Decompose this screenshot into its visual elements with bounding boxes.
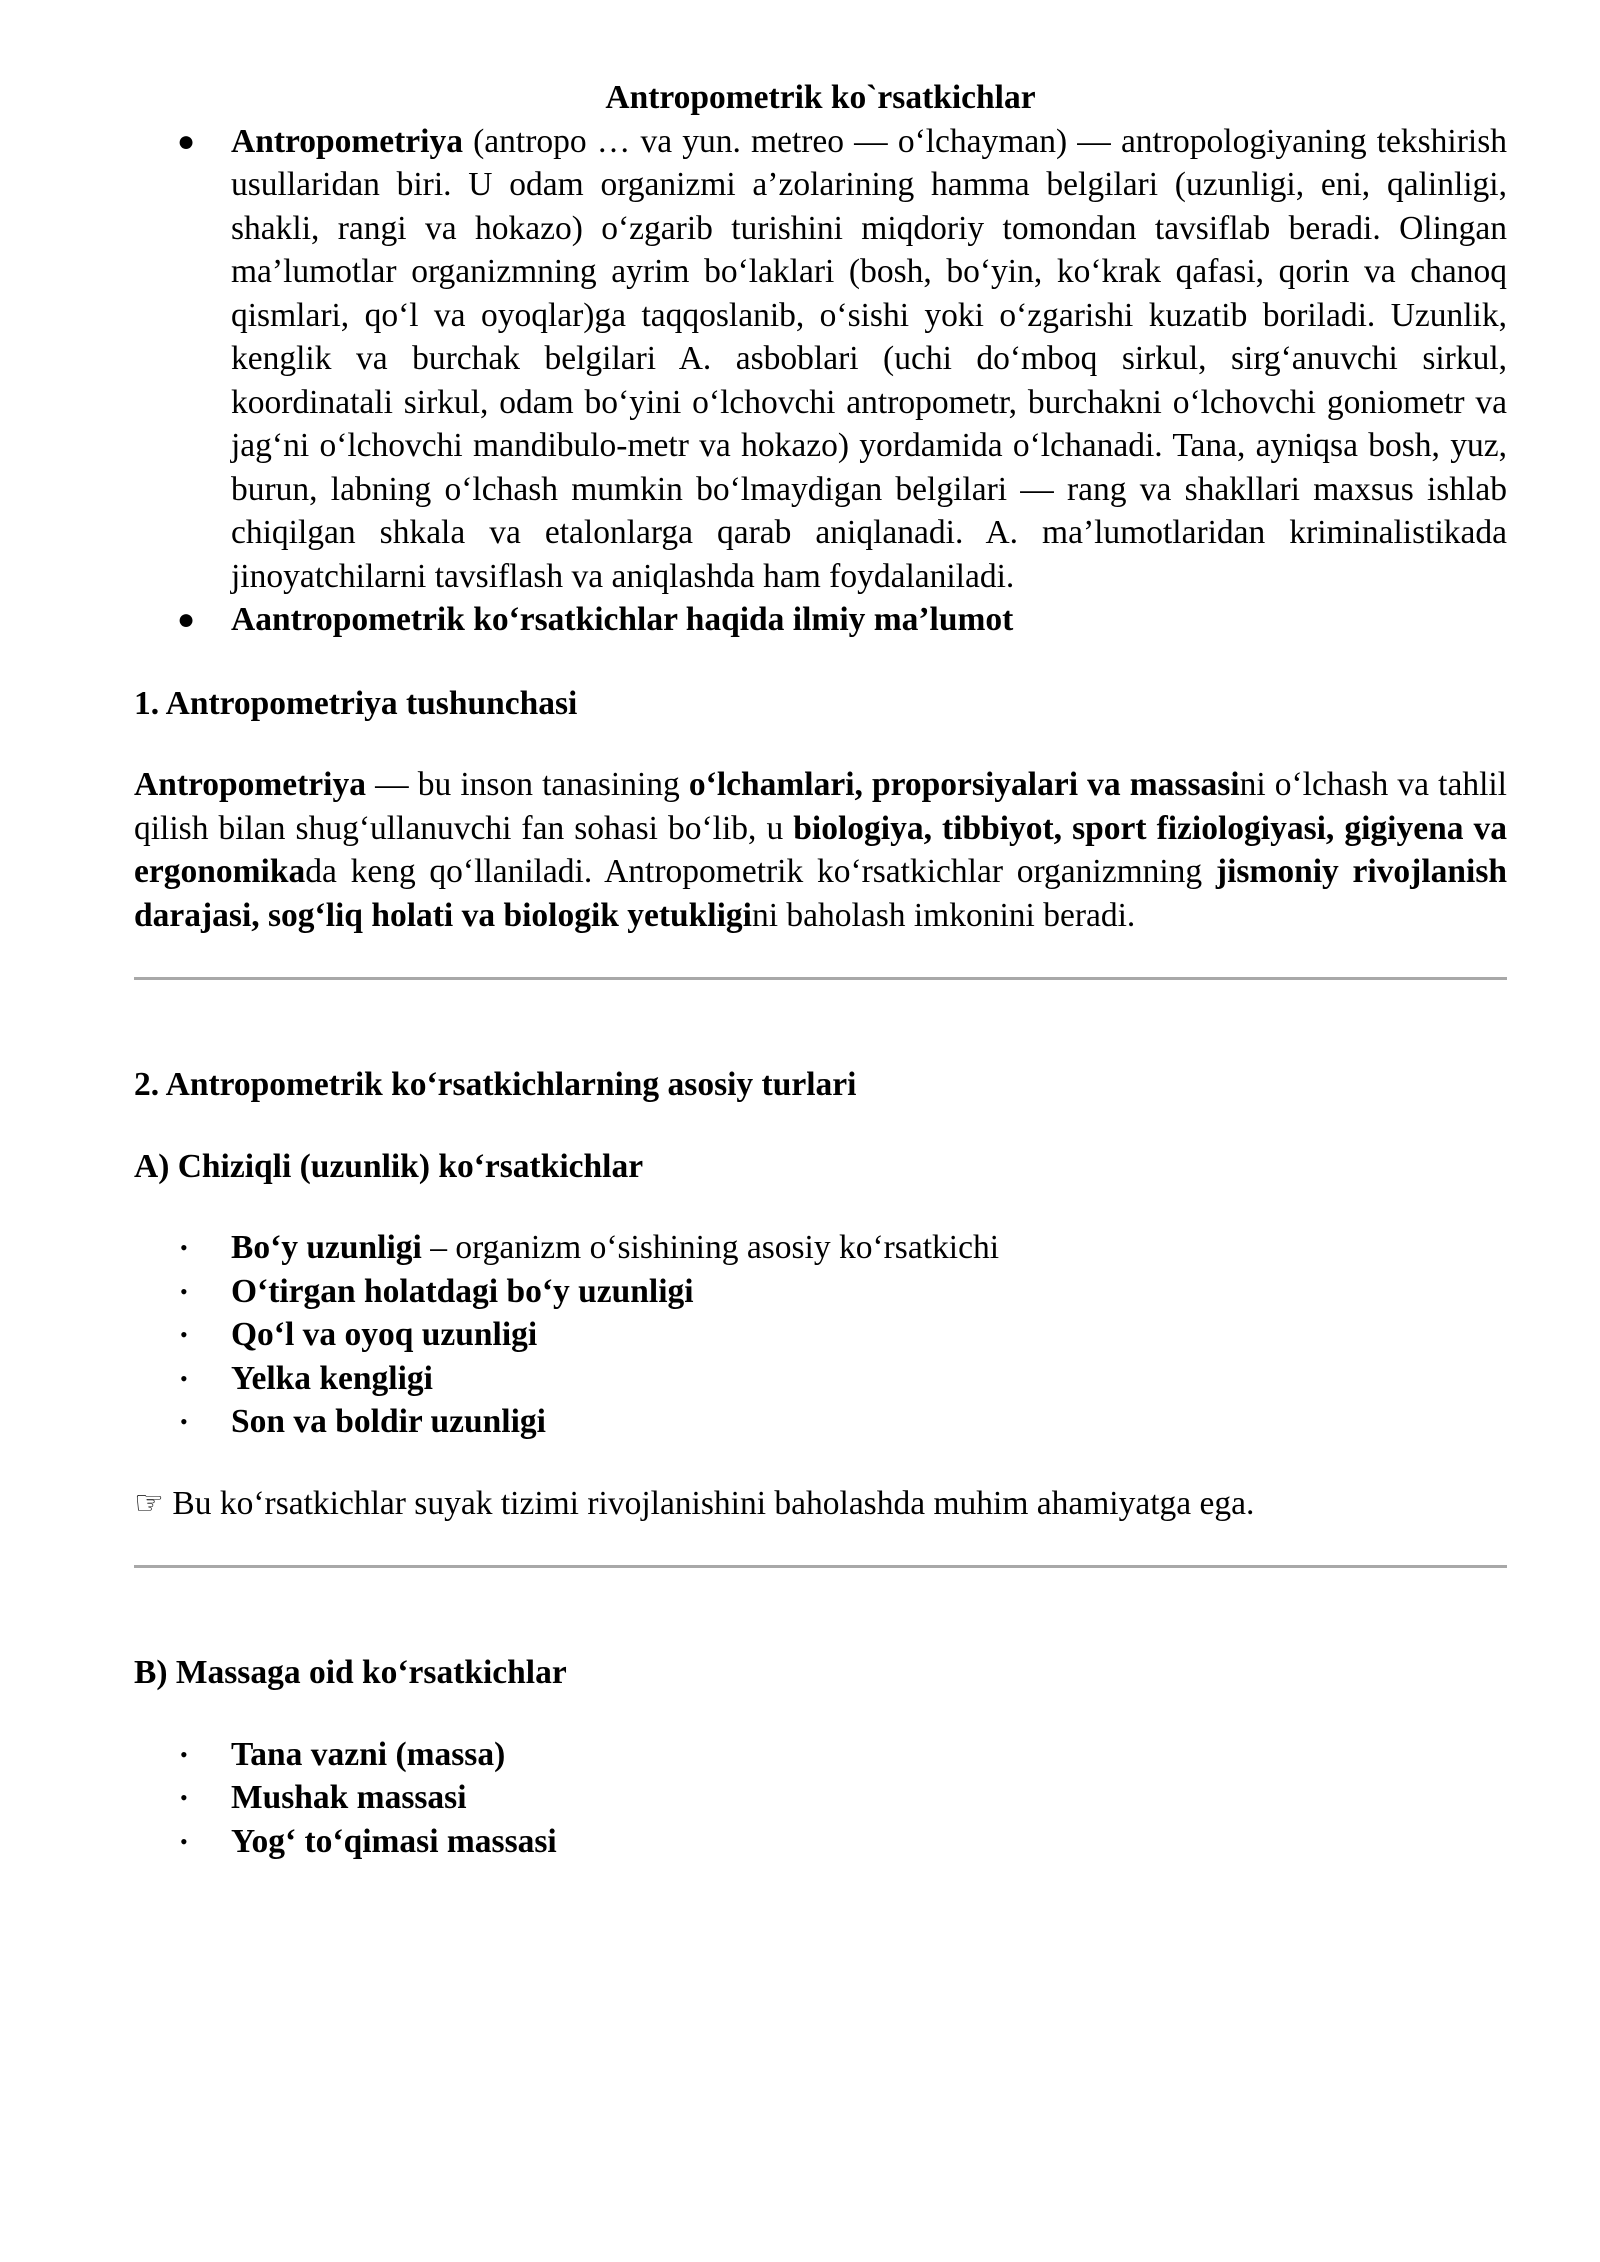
section2-subheading-a: A) Chiziqli (uzunlik) ko‘rsatkichlar [134,1147,644,1185]
section2-subheading-b: B) Massaga oid ko‘rsatkichlar [134,1654,567,1691]
s1-text-1: — bu inson tanasining [365,766,689,803]
bullet-icon: ● [177,603,196,636]
list-item [134,1776,1507,1820]
bullet-icon: • [180,1365,188,1391]
intro-term: Antropometriya [231,122,463,160]
document-content [134,76,1507,1863]
list-item-bold: Bo‘y uzunligi [231,1229,422,1266]
list-item [134,1270,1507,1314]
note-a-text: Bu ko‘rsatkichlar suyak tizimi rivojlanishini baholashda muhim ahamiyatga ega. [164,1484,1255,1522]
s1-bold-1: o‘lchamlari, proporsiyalari va massasi [688,766,1240,803]
bullet-icon: • [180,1322,188,1347]
pointing-hand-icon: ☞ [134,1484,165,1522]
list-item-bold: Mushak massasi [231,1779,467,1816]
list-item [134,1400,1507,1444]
list-item-bold: O‘tirgan holatdagi bo‘y uzunligi [231,1272,694,1310]
list-item [134,1313,1507,1357]
list-a [134,1226,1507,1444]
list-item-bold: Yog‘ to‘qimasi massasi [231,1822,557,1860]
bullet-icon: • [180,1409,188,1434]
list-item-bold: Yelka kengligi [231,1359,433,1397]
s1-text-4: ni baholash imkonini beradi. [751,896,1136,934]
intro-bullet-heading [134,598,1507,642]
bullet-icon: • [180,1785,188,1810]
intro-list [134,120,1507,642]
section1-heading: 1. Antropometriya tushunchasi [134,684,578,722]
bullet-icon: • [180,1828,188,1854]
s1-text-2: ni o‘lchash va tahlil qilish bilan shug‘ullanuvchi fan sohasi bo‘lib, u [134,766,1507,847]
list-item [134,1820,1507,1864]
intro-text: (antropo … va yun. metreo — o‘lchayman) — antropologiyaning tekshirish usullaridan biri. U odam organizmi a’zolarining hamma belgilari (uzunligi, eni, qalinligi, shakli, rangi va hokazo) o‘zgarib turishini miqdoriy tomondan tavsiflab beradi. Olingan ma’lumotlar organizmning ayrim bo‘laklari (bosh, bo‘yin, ko‘krak qafasi, qorin va chanoq qismlari, qo‘l va oyoqlar)ga taqqoslanib, o‘sishi yoki o‘zgarishi kuzatib boriladi. Uzunlik, kenglik va burchak belgilari A. asboblari (uchi do‘mboq sirkul, sirg‘anuvchi sirkul, koordinatali sirkul, odam bo‘yini o‘lchovchi antropometr, burchakni o‘lchovchi goniometr va jag‘ni o‘lchovchi mandibulo-metr va hokazo) yordamida o‘lchanadi. Tana, ayniqsa bosh, yuz, burun, labning o‘lchash mumkin bo‘lmaydigan belgilari — rang va shakllari maxsus ishlab chiqilgan shkala va etalonlarga qarab aniqlanadi. A. ma’lumotlaridan kriminalistikada jinoyatchilarni tavsiflash va aniqlashda ham foydalaniladi. [231,122,1507,595]
intro-bullet2-text: Aantropometrik ko‘rsatkichlar haqida ilmiy ma’lumot [231,601,1014,638]
note-a [134,1482,1507,1526]
list-item [134,1357,1507,1401]
list-item-bold: Qo‘l va oyoq uzunligi [231,1316,538,1353]
bullet-icon: • [180,1235,188,1260]
intro-bullet-definition [134,120,1507,599]
document-title: Antropometrik ko`rsatkichlar [605,79,1036,116]
s1-bold-3: jismoniy rivojlanish darajasi, sog‘liq holati va biologik yetukligi [134,853,1507,934]
s1-bold-2: biologiya, tibbiyot, sport fiziologiyasi, gigiyena va ergonomika [134,809,1507,890]
bullet-icon: • [180,1741,188,1767]
list-item-bold: Son va boldir uzunligi [231,1403,546,1440]
bullet-icon: • [180,1278,188,1304]
divider-1 [134,977,1507,980]
list-item [134,1226,1507,1270]
list-item-rest: – organizm o‘sishining asosiy ko‘rsatkichi [421,1229,1000,1266]
s1-term: Antropometriya [134,766,366,803]
list-item-bold: Tana vazni (massa) [231,1735,506,1773]
s1-text-3: da keng qo‘llaniladi. Antropometrik ko‘rsatkichlar organizmning [305,853,1216,890]
bullet-icon: ● [177,124,196,158]
section1-paragraph [134,763,1507,937]
section2-heading: 2. Antropometrik ko‘rsatkichlarning asosiy turlari [134,1066,857,1103]
divider-2 [134,1565,1507,1568]
list-item [134,1733,1507,1777]
list-b [134,1733,1507,1864]
